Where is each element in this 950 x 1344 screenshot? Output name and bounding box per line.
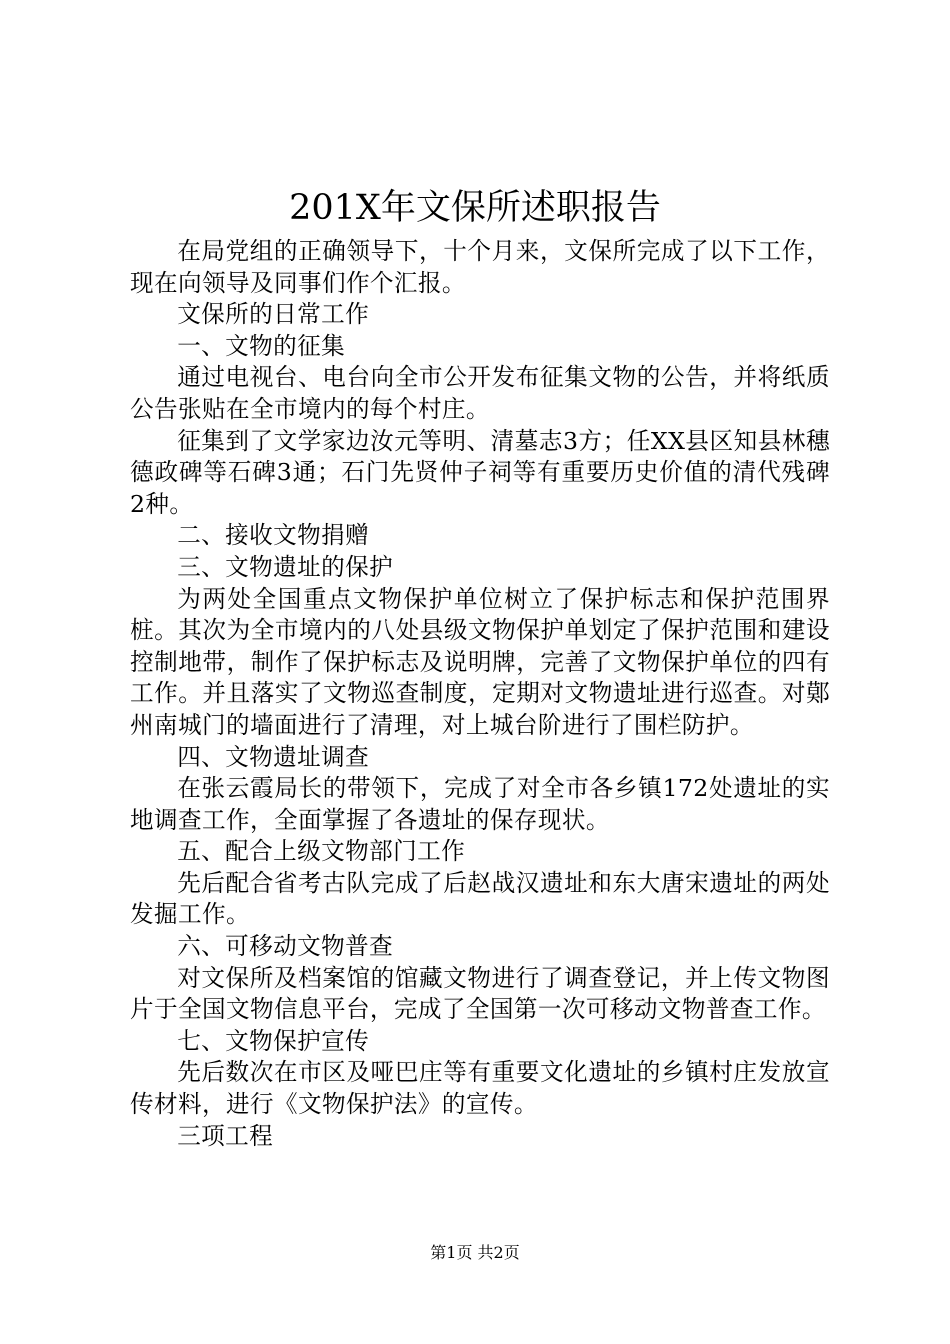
paragraph: 先后数次在市区及哑巴庄等有重要文化遗址的乡镇村庄发放宣传材料，进行《文物保护法》的宣传。	[130, 1058, 830, 1119]
paragraph: 为两处全国重点文物保护单位树立了保护标志和保护范围界桩。其次为全市境内的八处县级文物保护单划定了保护范围和建设控制地带，制作了保护标志及说明牌，完善了文物保护单位的四有工作。并且落实了文物巡查制度，定期对文物遗址进行巡查。对鄚州南城门的墙面进行了清理，对上城台阶进行了围栏防护。	[130, 584, 830, 739]
document-body	[130, 236, 830, 1152]
document-title: 201X年文保所述职报告	[289, 188, 661, 228]
paragraph: 在张云霞局长的带领下，完成了对全市各乡镇172处遗址的实地调查工作，全面掌握了各遗址的保存现状。	[130, 774, 830, 834]
section-heading: 二、接收文物捐赠	[177, 521, 370, 550]
paragraph: 先后配合省考古队完成了后赵战汉遗址和东大唐宋遗址的两处发掘工作。	[130, 868, 830, 929]
section-heading: 六、可移动文物普查	[177, 932, 394, 961]
section-heading: 文保所的日常工作	[177, 300, 370, 329]
paragraph: 征集到了文学家边汝元等明、清墓志3方；任XX县区知县林穗德政碑等石碑3通；石门先贤仲子祠等有重要历史价值的清代残碑2种。	[130, 426, 830, 518]
paragraph: 在局党组的正确领导下，十个月来，文保所完成了以下工作，现在向领导及同事们作个汇报。	[130, 237, 830, 297]
section-heading: 五、配合上级文物部门工作	[177, 837, 466, 866]
section-heading: 一、文物的征集	[177, 331, 346, 360]
section-heading: 七、文物保护宣传	[177, 1026, 370, 1055]
section-heading: 三、文物遗址的保护	[177, 552, 394, 581]
section-heading: 三项工程	[177, 1121, 274, 1150]
paragraph: 通过电视台、电台向全市公开发布征集文物的公告，并将纸质公告张贴在全市境内的每个村庄。	[130, 363, 830, 423]
section-heading: 四、文物遗址调查	[177, 742, 370, 771]
paragraph: 对文保所及档案馆的馆藏文物进行了调查登记，并上传文物图片于全国文物信息平台，完成了全国第一次可移动文物普查工作。	[130, 963, 830, 1024]
page-number-footer: 第1页 共2页	[430, 1243, 520, 1262]
